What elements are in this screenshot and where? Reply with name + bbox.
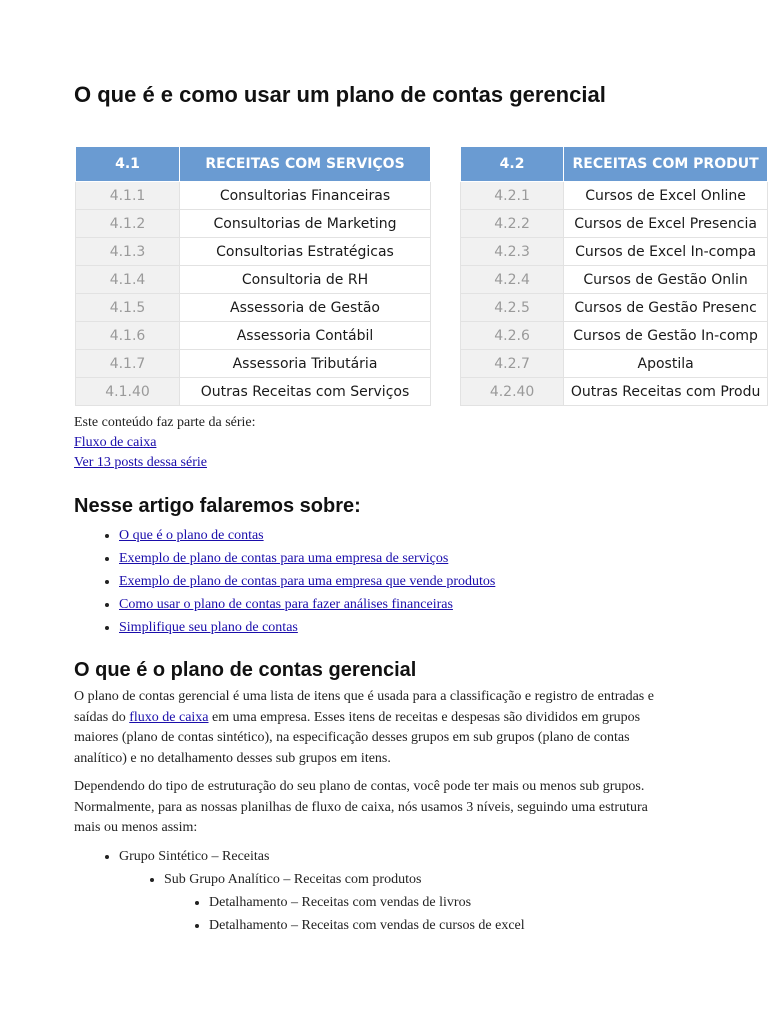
account-code: 4.2.1: [461, 182, 564, 210]
account-name: Cursos de Excel Presencia: [564, 210, 768, 238]
series-box: [74, 413, 256, 473]
hierarchy-level-3: [209, 914, 525, 937]
toc-item: [119, 547, 495, 570]
series-label: Este conteúdo faz parte da série:: [74, 415, 256, 430]
account-code: 4.2.5: [461, 294, 564, 322]
account-name: Consultorias de Marketing: [180, 210, 431, 238]
table-row: [76, 238, 431, 266]
table-header-row: [461, 147, 768, 182]
table-header-title: RECEITAS COM SERVIÇOS: [180, 147, 431, 182]
account-name: Cursos de Gestão Onlin: [564, 266, 768, 294]
account-name: Consultorias Estratégicas: [180, 238, 431, 266]
account-name: Cursos de Gestão In-comp: [564, 322, 768, 350]
hierarchy-level-2: [164, 868, 525, 937]
toc-item: [119, 524, 495, 547]
account-code: 4.1.40: [76, 378, 180, 406]
toc-title: Nesse artigo falaremos sobre:: [74, 495, 361, 517]
account-code: 4.1.2: [76, 210, 180, 238]
table-header-code: 4.1: [76, 147, 180, 182]
account-name: Outras Receitas com Serviços: [180, 378, 431, 406]
toc-link[interactable]: Exemplo de plano de contas para uma empresa de serviços: [119, 551, 449, 566]
table-row: [461, 378, 768, 406]
account-name: Cursos de Excel In-compa: [564, 238, 768, 266]
level-1-text: Grupo Sintético – Receitas: [119, 849, 270, 864]
table-header-code: 4.2: [461, 147, 564, 182]
table-row: [461, 322, 768, 350]
account-code: 4.2.7: [461, 350, 564, 378]
account-code: 4.1.1: [76, 182, 180, 210]
account-code: 4.2.2: [461, 210, 564, 238]
table-row: [76, 378, 431, 406]
account-code: 4.1.6: [76, 322, 180, 350]
table-row: [76, 350, 431, 378]
account-name: Apostila: [564, 350, 768, 378]
toc-link[interactable]: Simplifique seu plano de contas: [119, 620, 298, 635]
account-name: Cursos de Excel Online: [564, 182, 768, 210]
paragraph-text: O plano de contas gerencial é uma lista de itens que é usada para a classificação e registro de entradas e saídas do: [74, 689, 654, 725]
paragraph-definition: [74, 687, 674, 769]
table-of-contents: [74, 524, 495, 639]
table-row: [76, 322, 431, 350]
account-name: Assessoria de Gestão: [180, 294, 431, 322]
table-row: [461, 350, 768, 378]
table-row: [76, 210, 431, 238]
toc-link[interactable]: Exemplo de plano de contas para uma empresa que vende produtos: [119, 574, 496, 589]
accounts-table-services: [75, 146, 431, 406]
toc-item: [119, 570, 495, 593]
toc-link[interactable]: Como usar o plano de contas para fazer análises financeiras: [119, 597, 453, 612]
hierarchy-list: [74, 845, 525, 937]
table-row: [461, 266, 768, 294]
account-code: 4.2.6: [461, 322, 564, 350]
paragraph-text: em uma empresa. Esses itens de receitas e despesas são divididos em grupos maiores (plano de contas sintético), na especificação desses grupos em sub grupos (plano de contas analítico) e no detalhamento desses sub grupos em itens.: [74, 709, 641, 766]
account-name: Outras Receitas com Produ: [564, 378, 768, 406]
account-code: 4.2.4: [461, 266, 564, 294]
table-row: [461, 210, 768, 238]
table-header-row: [76, 147, 431, 182]
account-name: Consultorias Financeiras: [180, 182, 431, 210]
account-code: 4.1.7: [76, 350, 180, 378]
account-code: 4.1.4: [76, 266, 180, 294]
series-link[interactable]: Fluxo de caixa: [74, 435, 157, 450]
table-row: [461, 182, 768, 210]
level-3-text: Detalhamento – Receitas com vendas de cursos de excel: [209, 918, 525, 933]
hierarchy-level-3: [209, 891, 525, 914]
page-title: O que é e como usar um plano de contas gerencial: [74, 82, 606, 107]
series-more-link[interactable]: Ver 13 posts dessa série: [74, 455, 207, 470]
account-name: Cursos de Gestão Presenc: [564, 294, 768, 322]
accounts-table-products: [460, 146, 768, 406]
account-code: 4.1.3: [76, 238, 180, 266]
account-code: 4.2.3: [461, 238, 564, 266]
table-row: [76, 294, 431, 322]
cash-flow-link[interactable]: fluxo de caixa: [129, 709, 209, 725]
account-code: 4.2.40: [461, 378, 564, 406]
paragraph-structure: Dependendo do tipo de estruturação do seu plano de contas, você pode ter mais ou menos sub grupos. Normalmente, para as nossas planilhas de fluxo de caixa, nós usamos 3 níveis, seguindo uma estrutura mais ou menos assim:: [74, 779, 648, 835]
account-name: Assessoria Tributária: [180, 350, 431, 378]
hierarchy-level-1: [119, 845, 525, 937]
account-code: 4.1.5: [76, 294, 180, 322]
account-name: Consultoria de RH: [180, 266, 431, 294]
level-3-text: Detalhamento – Receitas com vendas de livros: [209, 895, 472, 910]
toc-item: [119, 593, 495, 616]
section-title: O que é o plano de contas gerencial: [74, 659, 417, 681]
table-header-title: RECEITAS COM PRODUT: [564, 147, 768, 182]
table-row: [461, 238, 768, 266]
account-name: Assessoria Contábil: [180, 322, 431, 350]
level-2-text: Sub Grupo Analítico – Receitas com produtos: [164, 872, 422, 887]
table-row: [76, 266, 431, 294]
toc-item: [119, 616, 495, 639]
table-row: [76, 182, 431, 210]
toc-link[interactable]: O que é o plano de contas: [119, 528, 264, 543]
table-row: [461, 294, 768, 322]
